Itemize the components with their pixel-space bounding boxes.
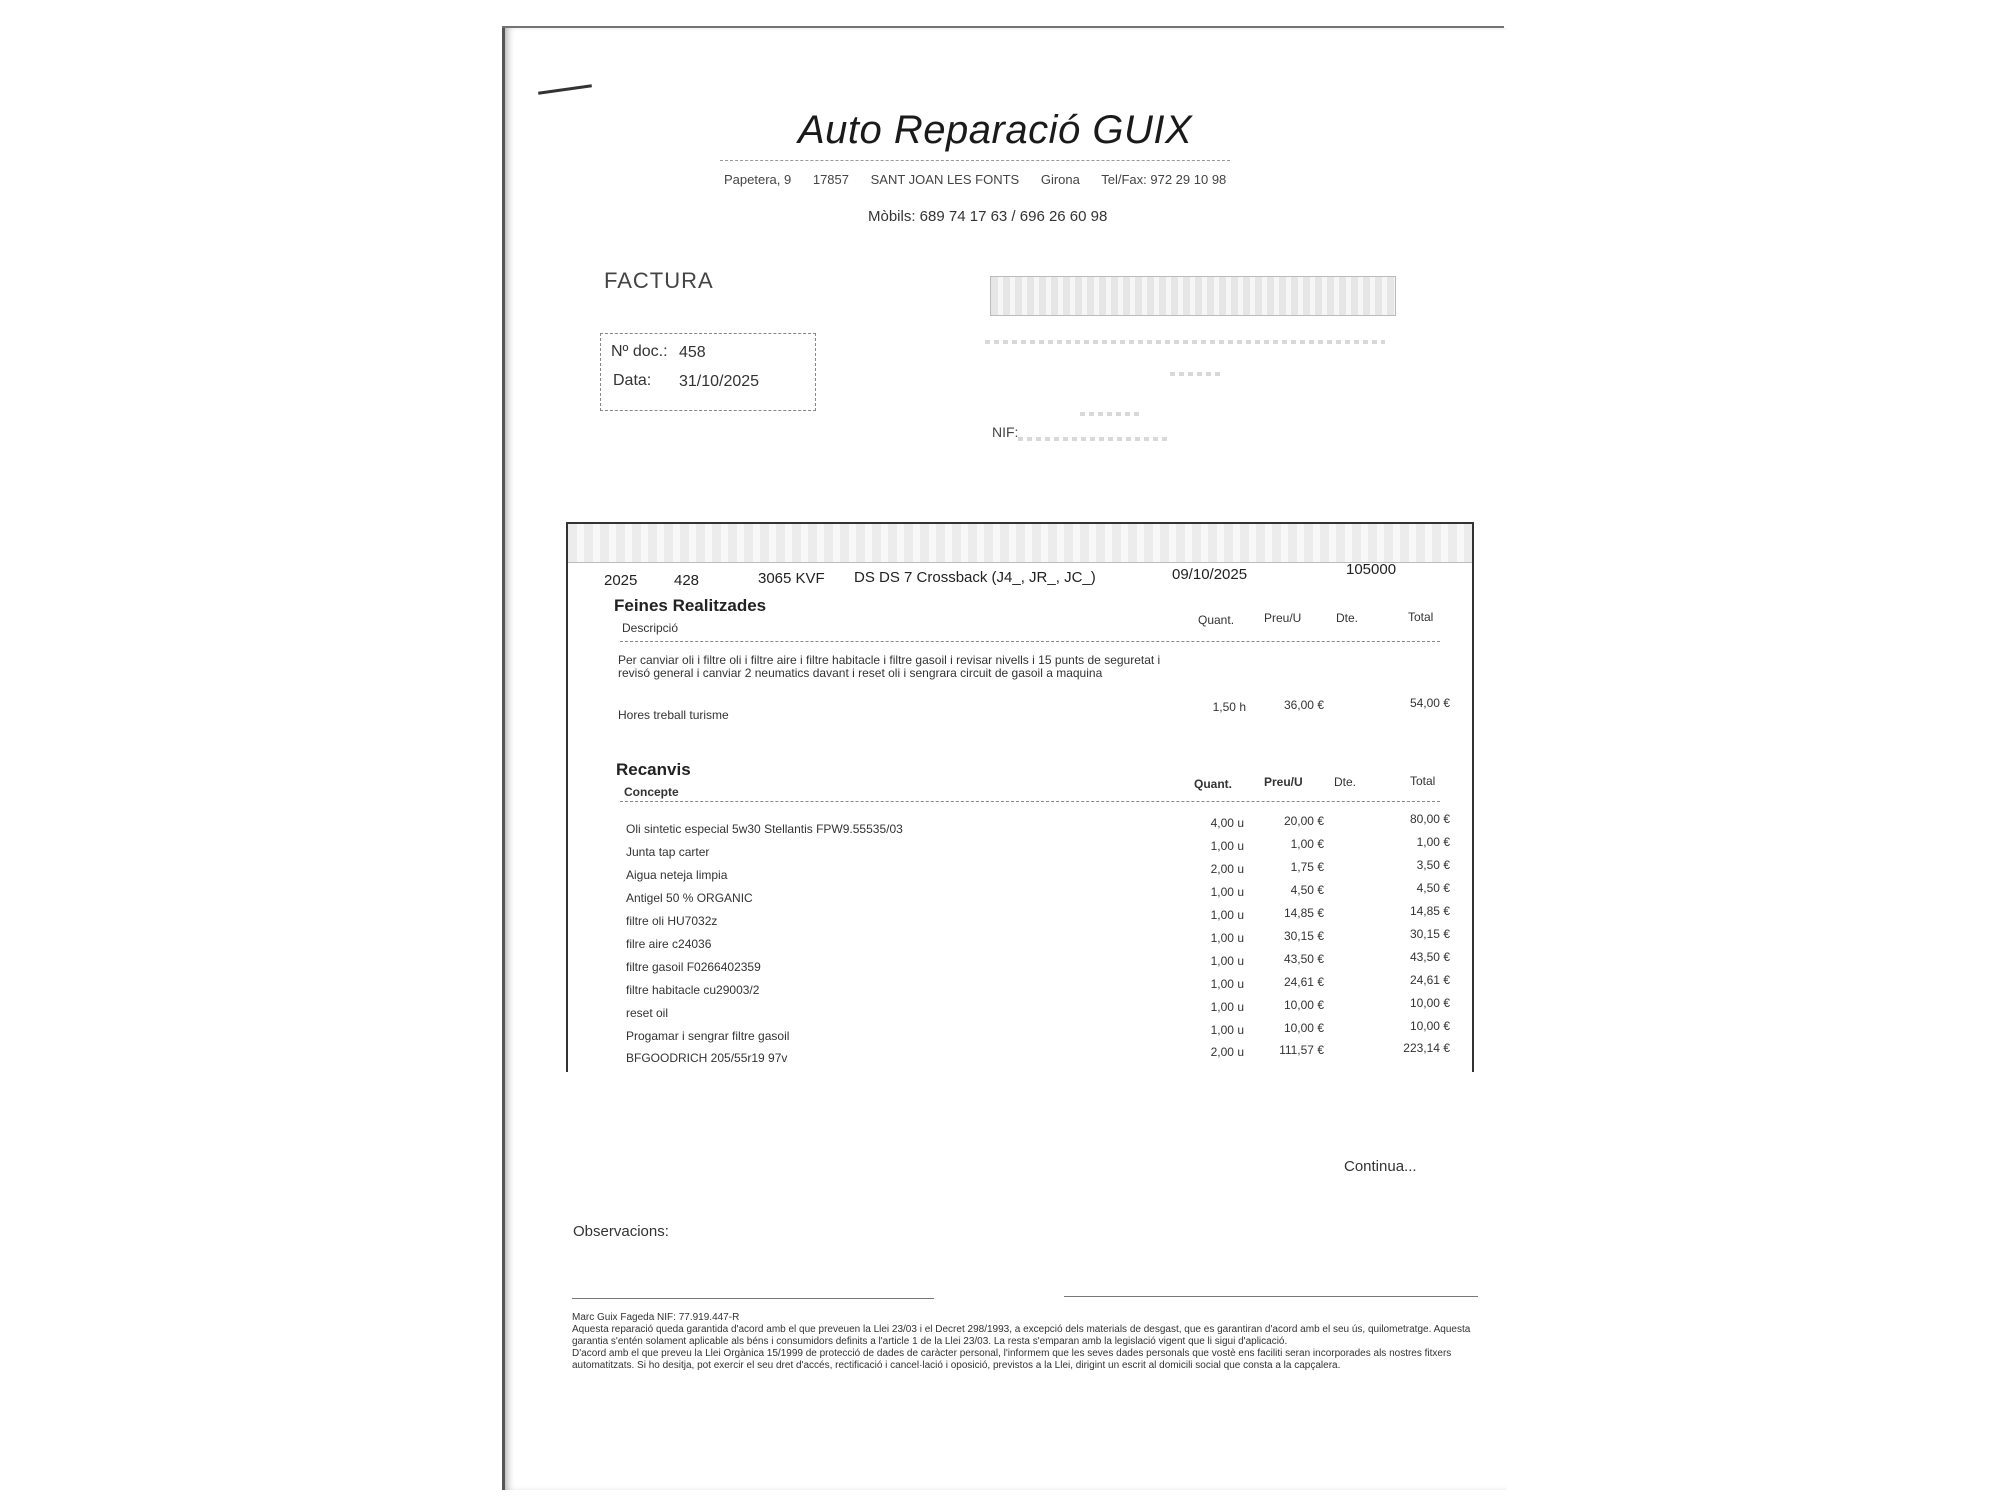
recanvis-row-11-qty: 2,00 u xyxy=(1210,1045,1244,1059)
address-province: Girona xyxy=(1040,172,1080,187)
recanvis-row-5-concept: filtre oli HU7032z xyxy=(626,914,718,928)
recanvis-row-8-total: 24,61 € xyxy=(1409,973,1450,987)
recanvis-row-7-qty: 1,00 u xyxy=(1210,954,1244,968)
recanvis-row-1-price: 20,00 € xyxy=(1283,814,1324,828)
vehicle-year: 2025 xyxy=(604,572,638,589)
recanvis-row-10-price: 10,00 € xyxy=(1283,1021,1324,1035)
recanvis-row-10-concept: Progamar i sengrar filtre gasoil xyxy=(626,1029,790,1043)
doc-date-value: 31/10/2025 xyxy=(679,373,760,390)
recanvis-row-10-total: 10,00 € xyxy=(1409,1019,1450,1033)
recanvis-row-8-qty: 1,00 u xyxy=(1210,977,1244,991)
doc-info-box xyxy=(600,333,816,411)
redacted-zip-line xyxy=(1080,412,1140,416)
recanvis-row-5-qty: 1,00 u xyxy=(1210,908,1244,922)
vehicle-km: 105000 xyxy=(1346,561,1397,578)
footer-owner: Marc Guix Fageda NIF: 77.919.447-R xyxy=(572,1312,740,1323)
recanvis-col-qty: Quant. xyxy=(1194,777,1232,791)
recanvis-row-11-price: 111,57 € xyxy=(1279,1043,1324,1057)
recanvis-row-7-total: 43,50 € xyxy=(1409,950,1450,964)
footer-privacy: D'acord amb el que preveu la Llei Orgànica 15/1999 de protecció de dades de caràcter personal, l'informem que les seves dades personals que vostè ens faciliti seran incorporades als nostres fitxers automatitzats. Si ho desitja, pot exercir el seu dret d'accés, rectificació i cancel·lació i oposició, previstos a la Llei, dirigint un escrit al domicili social que consta a la capçalera. xyxy=(572,1348,1452,1371)
continua-label: Continua... xyxy=(1344,1158,1417,1175)
recanvis-row-4-total: 4,50 € xyxy=(1416,881,1450,895)
recanvis-row-2-concept: Junta tap carter xyxy=(626,845,710,859)
recanvis-row-10-qty: 1,00 u xyxy=(1210,1023,1244,1037)
feines-row-price: 36,00 € xyxy=(1283,698,1324,712)
vehicle-model: DS DS 7 Crossback (J4_, JR_, JC_) xyxy=(854,569,1096,586)
recanvis-row-5-price: 14,85 € xyxy=(1283,906,1324,920)
recanvis-row-3-total: 3,50 € xyxy=(1416,858,1450,872)
recanvis-row-8-price: 24,61 € xyxy=(1283,975,1324,989)
recanvis-row-4-concept: Antigel 50 % ORGANIC xyxy=(626,891,753,905)
legal-footer xyxy=(572,1312,1472,1372)
feines-description: Per canviar oli i filtre oli i filtre aire i filtre habitacle i filtre gasoil i revisar nivells i 15 punts de seguretat i revisó general i canviar 2 neumatics davant i reset oli i sengrara circuit de gasoil a maquina xyxy=(618,653,1161,680)
feines-col-description: Descripció xyxy=(622,621,679,635)
recanvis-row-9-price: 10,00 € xyxy=(1283,998,1324,1012)
header-divider xyxy=(720,160,1230,161)
recanvis-row-3-qty: 2,00 u xyxy=(1210,862,1244,876)
recanvis-row-6-concept: filre aire c24036 xyxy=(626,937,712,951)
recanvis-row-5-total: 14,85 € xyxy=(1409,904,1450,918)
recanvis-row-11-total: 223,14 € xyxy=(1403,1041,1450,1055)
recanvis-row-1-concept: Oli sintetic especial 5w30 Stellantis FPW9.55535/03 xyxy=(626,822,903,836)
recanvis-header-rule xyxy=(620,801,1440,802)
recanvis-col-concept: Concepte xyxy=(624,785,679,799)
recanvis-col-dte: Dte. xyxy=(1334,775,1357,789)
recanvis-row-4-price: 4,50 € xyxy=(1290,883,1324,897)
company-name: Auto Reparació GUIX xyxy=(798,108,1193,152)
recanvis-row-2-price: 1,00 € xyxy=(1290,837,1324,851)
recanvis-row-2-qty: 1,00 u xyxy=(1210,839,1244,853)
feines-title: Feines Realitzades xyxy=(614,596,767,615)
doc-number-label: Nº doc.: xyxy=(611,343,668,360)
recanvis-row-4-qty: 1,00 u xyxy=(1210,885,1244,899)
recanvis-row-7-price: 43,50 € xyxy=(1283,952,1324,966)
recanvis-row-2-total: 1,00 € xyxy=(1416,835,1450,849)
feines-row-label: Hores treball turisme xyxy=(618,708,729,722)
feines-col-price: Preu/U xyxy=(1264,611,1302,625)
feines-col-total: Total xyxy=(1408,610,1434,624)
observacions-label: Observacions: xyxy=(573,1223,669,1240)
doc-date-label: Data: xyxy=(613,372,652,389)
vehicle-plate: 3065 KVF xyxy=(758,570,825,587)
recanvis-row-6-price: 30,15 € xyxy=(1283,929,1324,943)
recanvis-row-8-concept: filtre habitacle cu29003/2 xyxy=(626,983,760,997)
recanvis-title: Recanvis xyxy=(616,760,691,779)
doc-title: FACTURA xyxy=(604,268,714,293)
redacted-client-name xyxy=(990,276,1396,316)
address-city: SANT JOAN LES FONTS xyxy=(870,172,1020,187)
recanvis-row-6-total: 30,15 € xyxy=(1409,927,1450,941)
recanvis-col-total: Total xyxy=(1410,774,1436,788)
address-street: Papetera, 9 xyxy=(724,172,792,187)
redacted-address-line xyxy=(985,340,1385,344)
vehicle-date: 09/10/2025 xyxy=(1172,566,1248,583)
company-address xyxy=(724,172,1244,187)
feines-col-qty: Quant. xyxy=(1198,613,1235,627)
address-zip: 17857 xyxy=(812,172,849,187)
redacted-city-line xyxy=(1170,372,1220,376)
footer-rule-left xyxy=(572,1298,934,1299)
footer-rule-right xyxy=(1064,1296,1478,1297)
doc-number-value: 458 xyxy=(679,344,706,361)
client-nif-label: NIF: xyxy=(992,424,1019,440)
feines-header-rule xyxy=(620,641,1440,642)
recanvis-row-7-concept: filtre gasoil F0266402359 xyxy=(626,960,761,974)
company-mobiles: Mòbils: 689 74 17 63 / 696 26 60 98 xyxy=(868,208,1108,225)
feines-row-qty: 1,50 h xyxy=(1212,700,1246,714)
invoice-table xyxy=(566,522,1474,1072)
recanvis-row-9-concept: reset oil xyxy=(626,1006,669,1020)
vehicle-header-band xyxy=(568,524,1472,563)
recanvis-row-3-price: 1,75 € xyxy=(1290,860,1324,874)
redacted-nif xyxy=(1018,437,1168,441)
recanvis-row-9-qty: 1,00 u xyxy=(1210,1000,1244,1014)
footer-warranty: Aquesta reparació queda garantida d'acord amb el que preveuen la Llei 23/03 i el Decret 298/1993, a excepció dels materials de desgast, que es garantiran d'acord amb el seu ús, quilometratge. Aquesta garantia s'entén solament aplicable als béns i consumidors definits a l'article 1 de la Llei 23/03. La resta s'emparan amb la legislació vigent que li sigui d'aplicació. xyxy=(572,1324,1471,1347)
recanvis-row-1-qty: 4,00 u xyxy=(1210,816,1244,830)
feines-col-dte: Dte. xyxy=(1336,611,1359,625)
recanvis-row-1-total: 80,00 € xyxy=(1409,812,1450,826)
recanvis-row-3-concept: Aigua neteja limpia xyxy=(626,868,728,882)
recanvis-row-9-total: 10,00 € xyxy=(1409,996,1450,1010)
vehicle-code: 428 xyxy=(674,572,700,589)
feines-row-total: 54,00 € xyxy=(1409,696,1450,710)
recanvis-col-price: Preu/U xyxy=(1264,775,1303,789)
address-tel: Tel/Fax: 972 29 10 98 xyxy=(1101,172,1227,187)
recanvis-row-11-concept: BFGOODRICH 205/55r19 97v xyxy=(626,1051,788,1065)
recanvis-row-6-qty: 1,00 u xyxy=(1210,931,1244,945)
